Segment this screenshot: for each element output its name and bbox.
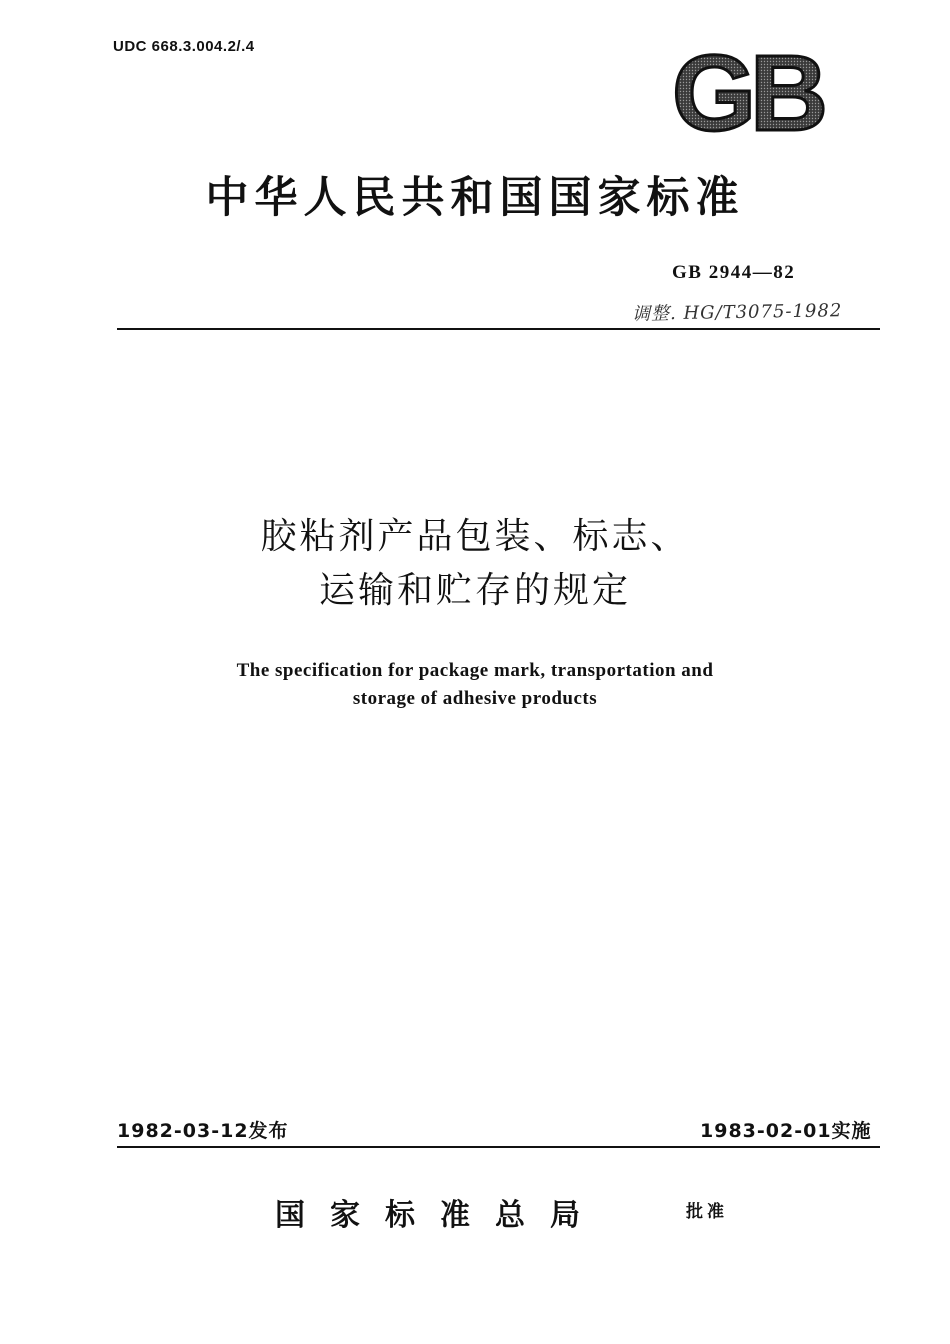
standard-number: GB 2944—82 [672,262,796,283]
chinese-title-line-2: 运输和贮存的规定 [318,570,631,611]
chinese-title-line-1: 胶粘剂产品包装、标志、 [260,516,690,557]
effective-date: 1983-02-01实施 [700,1120,872,1142]
top-divider [117,328,880,330]
gb-logo [655,42,840,137]
issuing-authority: 国家标准总局 [275,1198,605,1233]
english-title-line-1: The specification for package mark, transportation and [236,660,714,681]
national-standard-title: 中华人民共和国国家标准 [205,173,745,223]
issue-date: 1982-03-12发布 [117,1120,289,1142]
handwritten-annotation: 调整. HG/T3075-1982 [631,300,843,325]
bottom-divider [117,1146,880,1148]
english-title-line-2: storage of adhesive products [352,688,598,709]
gb-logo-text: GB [672,42,822,137]
udc-code: UDC 668.3.004.2/.4 [113,38,255,55]
approval-label: 批准 [686,1202,728,1222]
